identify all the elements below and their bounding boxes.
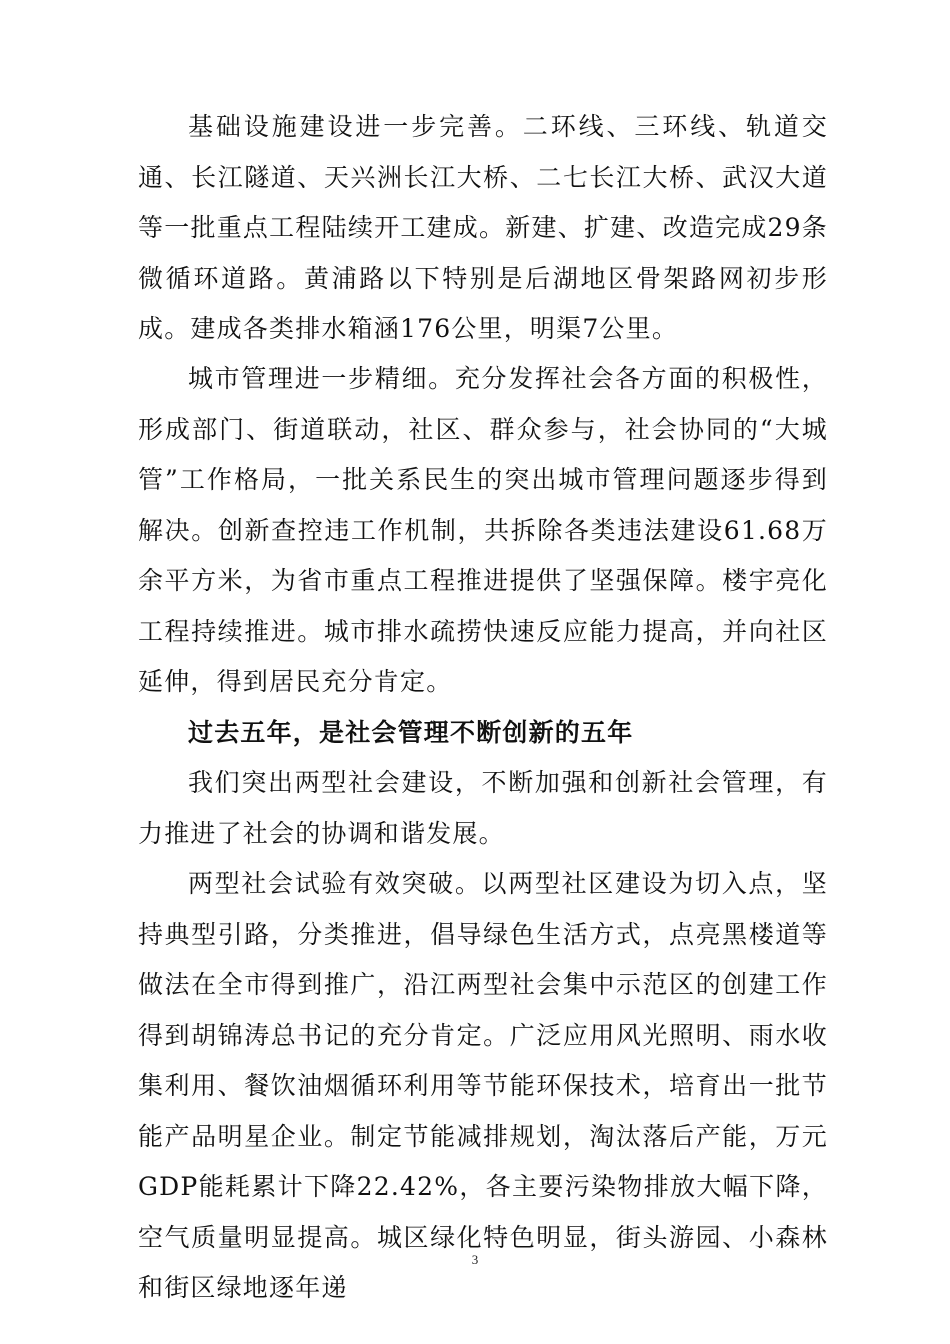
paragraph-social-management-intro: 我们突出两型社会建设，不断加强和创新社会管理，有力推进了社会的协调和谐发展。 <box>138 768 828 848</box>
paragraph-city-management: 城市管理进一步精细。充分发挥社会各方面的积极性，形成部门、街道联动，社区、群众参与，社会协同的“大城管”工作格局，一批关系民生的突出城市管理问题逐步得到解决。创新查控违工作机制，共拆除各类违法建设61.68万余平方米，为省市重点工程推进提供了坚强保障。楼宇亮化工程持续推进。城市排水疏捞快速反应能力提高，并向社区延伸，得到居民充分肯定。 <box>138 364 828 696</box>
paragraph-two-type-society: 两型社会试验有效突破。以两型社区建设为切入点，坚持典型引路，分类推进，倡导绿色生活方式，点亮黑楼道等做法在全市得到推广，沿江两型社会集中示范区的创建工作得到胡锦涛总书记的充分肯定。广泛应用风光照明、雨水收集利用、餐饮油烟循环利用等节能环保技术，培育出一批节能产品明星企业。制定节能减排规划，淘汰落后产能，万元GDP能耗累计下降22.42%，各主要污染物排放大幅下降，空气质量明显提高。城区绿化特色明显，街头游园、小森林和街区绿地逐年递 <box>138 869 828 1302</box>
section-heading: 过去五年，是社会管理不断创新的五年 <box>188 718 634 747</box>
paragraph-infrastructure: 基础设施建设进一步完善。二环线、三环线、轨道交通、长江隧道、天兴洲长江大桥、二七长江大桥、武汉大道等一批重点工程陆续开工建成。新建、扩建、改造完成29条微循环道路。黄浦路以下特别是后湖地区骨架路网初步形成。建成各类排水箱涵176公里，明渠7公里。 <box>138 112 828 343</box>
page-number: 3 <box>471 1252 479 1267</box>
